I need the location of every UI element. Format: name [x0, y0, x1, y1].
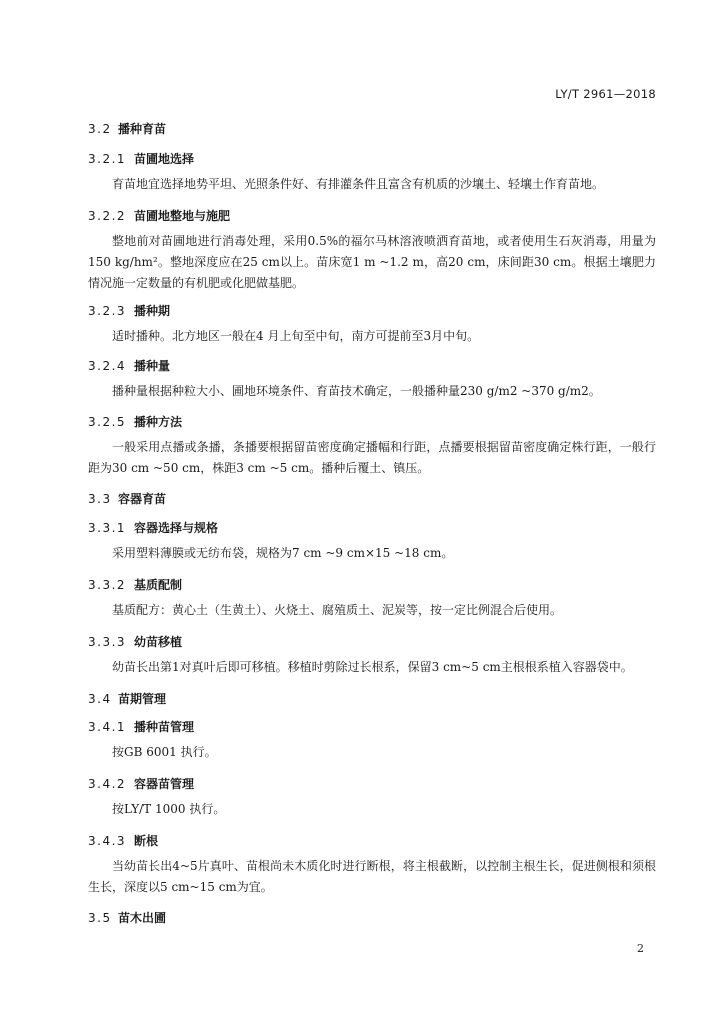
section-heading-3-2-4: 3.2.4 播种量 [88, 359, 171, 373]
paragraph-container-spec: 采用塑料薄膜或无纺布袋，规格为7 cm ~9 cm×15 ~18 cm。 [112, 546, 454, 560]
paragraph-substrate: 基质配方：黄心土（生黄土）、火烧土、腐殖质土、泥炭等，按一定比例混合后使用。 [112, 603, 563, 617]
section-heading-3-4-3: 3.4.3 断根 [88, 834, 159, 848]
paragraph-nursery-site: 育苗地宜选择地势平坦、光照条件好、有排灌条件且富含有机质的沙壤土、轻壤土作育苗地。 [112, 177, 605, 191]
section-heading-3-4-1: 3.4.1 播种苗管理 [88, 720, 195, 734]
section-heading-3-5: 3.5 苗木出圃 [88, 911, 167, 925]
section-heading-3-2-2: 3.2.2 苗圃地整地与施肥 [88, 209, 231, 223]
section-heading-3-2-1: 3.2.1 苗圃地选择 [88, 152, 195, 166]
section-heading-3-2: 3.2 播种育苗 [88, 122, 167, 136]
paragraph-sowing-period: 适时播种。北方地区一般在4 月上旬至中旬，南方可提前至3月中旬。 [112, 329, 480, 343]
standard-number: LY/T 2961—2018 [555, 87, 656, 101]
paragraph-container-management: 按LY/T 1000 执行。 [112, 802, 226, 816]
paragraph-sowing-method: 一般采用点播或条播，条播要根据留苗密度确定播幅和行距，点播要根据留苗密度确定株行距，一般行距为30 cm ~50 cm，株距3 cm ~5 cm。播种后覆土、镇压。 [88, 440, 656, 475]
paragraph-seedling-management: 按GB 6001 执行。 [112, 745, 217, 759]
section-heading-3-2-3: 3.2.3 播种期 [88, 304, 171, 318]
section-heading-3-3: 3.3 容器育苗 [88, 492, 167, 506]
section-heading-3-3-3: 3.3.3 幼苗移植 [88, 635, 183, 649]
section-heading-3-2-5: 3.2.5 播种方法 [88, 415, 183, 429]
section-heading-3-3-1: 3.3.1 容器选择与规格 [88, 521, 219, 535]
section-heading-3-4: 3.4 苗期管理 [88, 692, 167, 706]
paragraph-root-cutting: 当幼苗长出4~5片真叶、苗根尚未木质化时进行断根，将主根截断，以控制主根生长，促进侧根和须根生长，深度以5 cm~15 cm为宜。 [88, 859, 656, 894]
page-number: 2 [637, 942, 644, 955]
section-heading-3-4-2: 3.4.2 容器苗管理 [88, 777, 195, 791]
paragraph-sowing-amount: 播种量根据种粒大小、圃地环境条件、育苗技术确定，一般播种量230 g/m2 ~370 g/m2。 [112, 384, 601, 398]
paragraph-site-preparation: 整地前对苗圃地进行消毒处理，采用0.5%的福尔马林溶液喷洒育苗地，或者使用生石灰消毒，用量为150 kg/hm²。整地深度应在25 cm以上。苗床宽1 m ~1.2 m，高20 cm，床间距30 cm。根据土壤肥力情况施一定数量的有机肥或化肥做基肥。 [88, 234, 656, 290]
section-heading-3-3-2: 3.3.2 基质配制 [88, 578, 183, 592]
paragraph-transplanting: 幼苗长出第1对真叶后即可移植。移植时剪除过长根系，保留3 cm~5 cm主根根系植入容器袋中。 [112, 660, 633, 674]
